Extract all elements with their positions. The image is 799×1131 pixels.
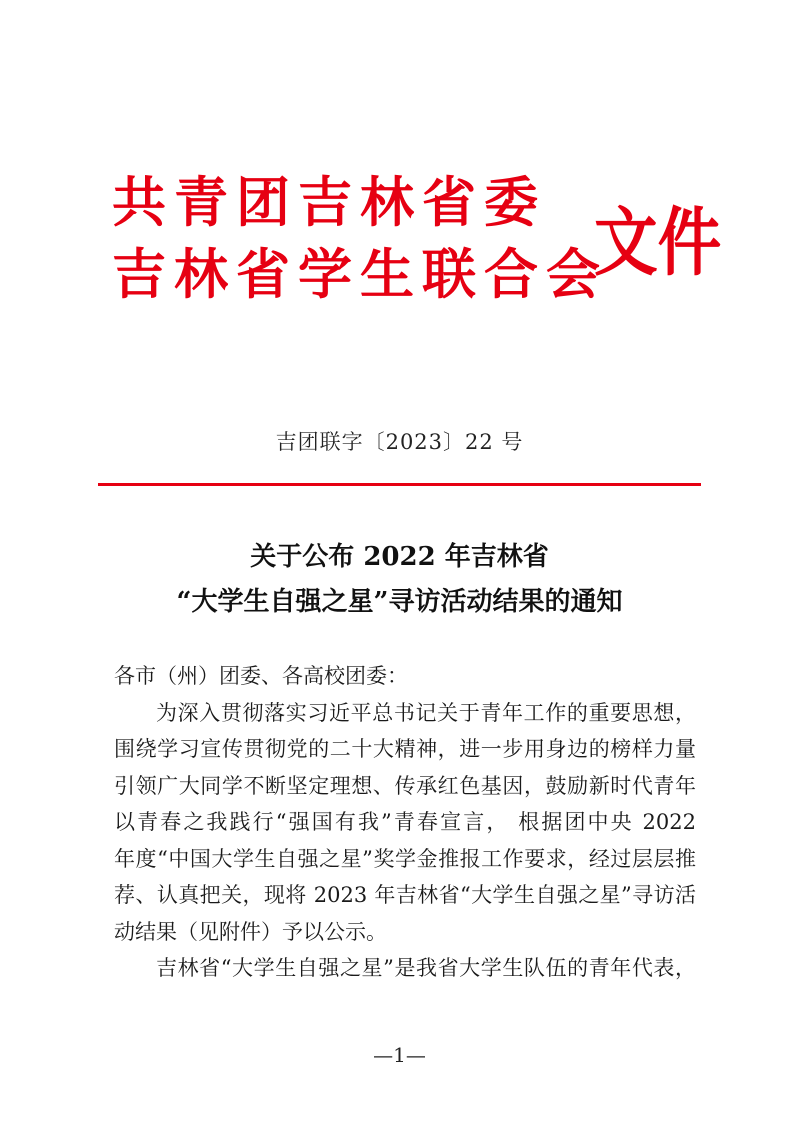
notice-title-line-2: “大学生自强之星”寻访活动结果的通知: [176, 587, 623, 617]
paragraph-1-line: 年度“中国大学生自强之星”奖学金推报工作要求，经过层层推: [114, 846, 696, 871]
salutation: 各市（州）团委、各高校团委：: [114, 664, 408, 688]
document-type-label: 文件: [594, 200, 722, 286]
paragraph-2-line: 吉林省“大学生自强之星”是我省大学生队伍的青年代表，: [156, 956, 696, 980]
page-number: —1—: [373, 1043, 426, 1067]
paragraph-1: [114, 695, 696, 951]
paragraph-1-line: 为深入贯彻落实习近平总书记关于青年工作的重要思想，: [156, 700, 696, 725]
document-number: 吉团联字〔2023〕22 号: [275, 430, 524, 454]
document-header: [112, 168, 722, 318]
paragraph-2: [114, 950, 696, 987]
paragraph-1-line: 引领广大同学不断坚定理想、传承红色基因，鼓励新时代青年: [114, 773, 696, 798]
paragraph-1-line: 以青春之我践行“强国有我”青春宣言， 根据团中央 2022: [114, 810, 696, 834]
notice-body: [114, 658, 696, 987]
notice-title-line-1: 关于公布 2022 年吉林省: [250, 542, 549, 572]
paragraph-1-line: 围绕学习宣传贯彻党的二十大精神，进一步用身边的榜样力量: [114, 737, 696, 761]
notice-title: [0, 535, 799, 625]
issuing-org-student-union: 吉林省学生联合会: [112, 243, 608, 306]
paragraph-1-line: 荐、认真把关，现将 2023 年吉林省“大学生自强之星”寻访活: [114, 883, 696, 907]
red-divider-line: [98, 483, 701, 486]
issuing-org-communist-youth-league: 共青团吉林省委: [112, 171, 546, 234]
paragraph-1-line: 动结果（见附件）予以公示。: [114, 919, 387, 944]
